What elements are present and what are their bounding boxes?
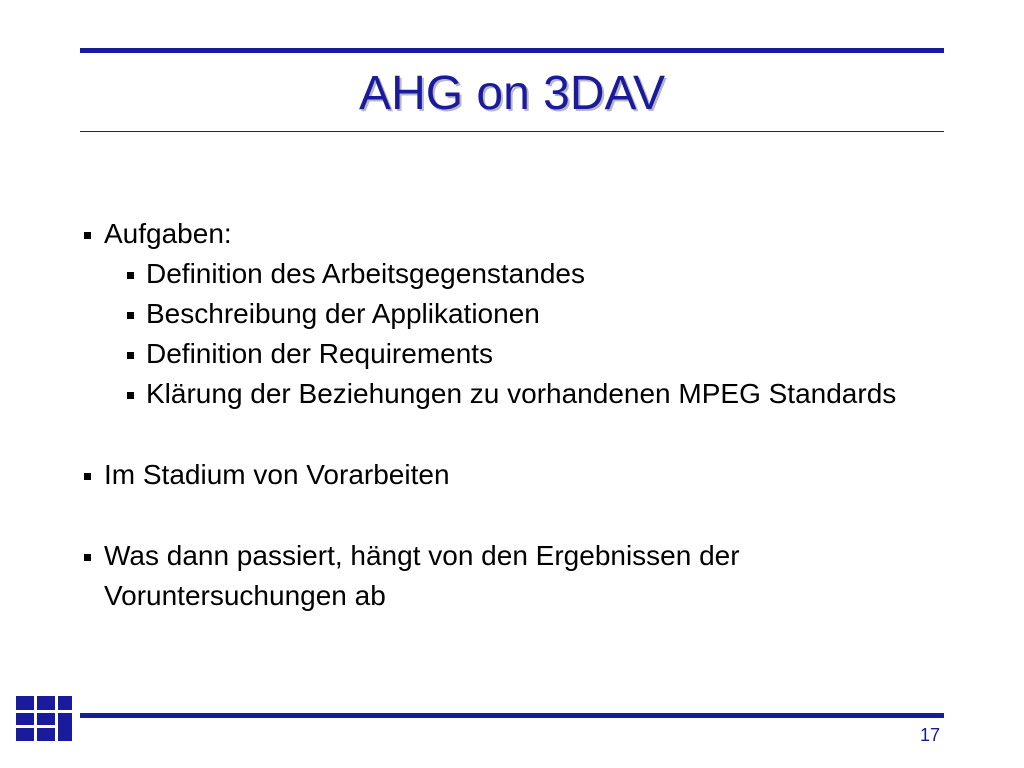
- title-top-rule: [80, 48, 944, 53]
- square-bullet-icon: [84, 473, 91, 480]
- bullet-item-aufgaben: [82, 214, 942, 254]
- blue-grid-logo-icon: [16, 696, 76, 744]
- sub-bullet-text: Definition der Requirements: [146, 338, 494, 369]
- spacer: [82, 414, 942, 455]
- bullet-text: Aufgaben:: [104, 218, 232, 249]
- spacer: [82, 495, 942, 536]
- slide-body: [82, 214, 942, 616]
- square-bullet-icon: [84, 232, 91, 239]
- page-number: 17: [919, 725, 940, 745]
- square-bullet-icon: [84, 554, 91, 561]
- footer-rule: [80, 713, 944, 718]
- bullet-item-ergebnisse: [82, 536, 942, 616]
- bullet-text: Im Stadium von Vorarbeiten: [104, 459, 450, 490]
- sub-bullet-item: [82, 374, 942, 414]
- sub-bullet-text: Definition des Arbeitsgegenstandes: [146, 258, 585, 289]
- square-bullet-icon: [127, 392, 134, 399]
- sub-bullet-text: Beschreibung der Applikationen: [146, 298, 540, 329]
- square-bullet-icon: [127, 352, 134, 359]
- bullet-text: Was dann passiert, hängt von den Ergebnissen der Voruntersuchungen ab: [104, 540, 740, 611]
- bullet-item-stadium: [82, 455, 942, 495]
- slide-title: AHG on 3DAV: [359, 67, 665, 120]
- square-bullet-icon: [127, 312, 134, 319]
- sub-bullet-item: [82, 254, 942, 294]
- sub-bullet-item: [82, 334, 942, 374]
- sub-bullet-item: [82, 294, 942, 334]
- square-bullet-icon: [127, 272, 134, 279]
- title-bottom-rule: [80, 131, 944, 132]
- sub-bullet-text: Klärung der Beziehungen zu vorhandenen MPEG Standards: [146, 378, 897, 409]
